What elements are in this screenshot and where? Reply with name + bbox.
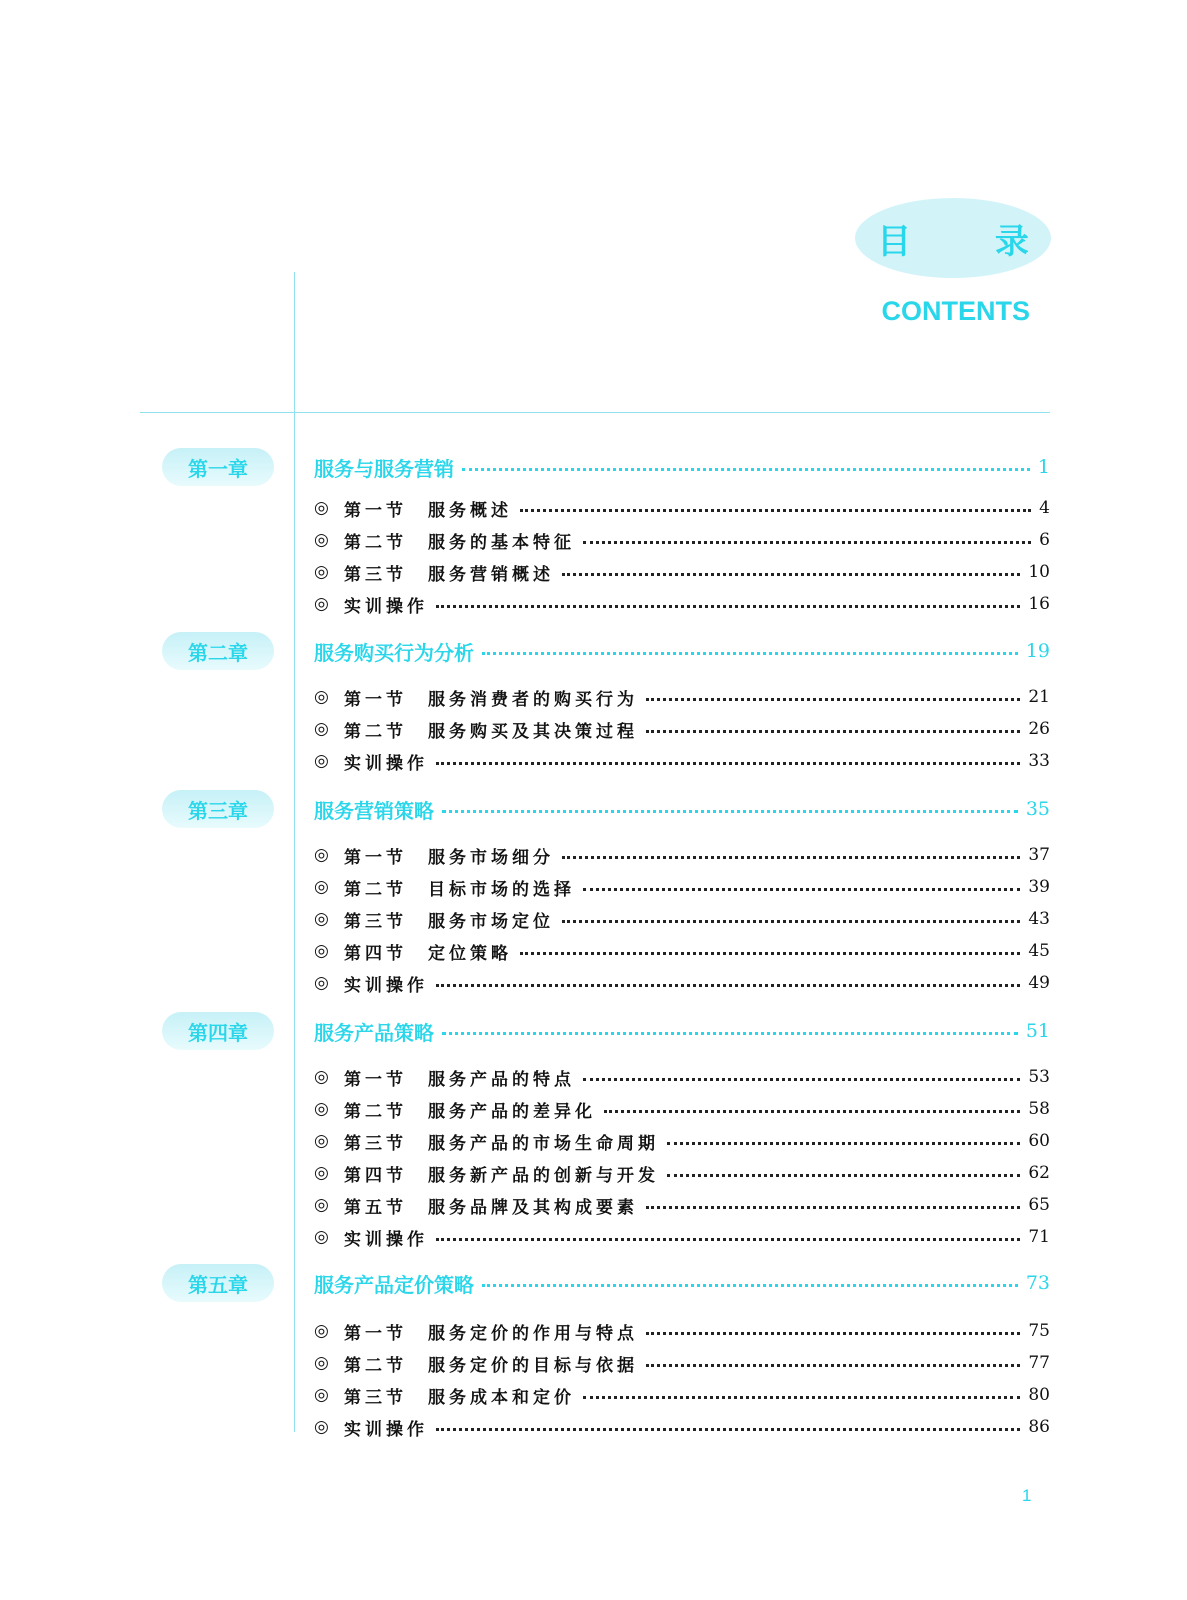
section-number: 第三节 [344,564,407,585]
dot-leader [462,468,1030,471]
dot-leader [667,1174,1020,1177]
section-title: 实训操作 [344,1229,428,1250]
chapter-entry[interactable] [314,452,1050,482]
section-page: 60 [1028,1131,1050,1151]
bullet-icon: ◎ [314,941,329,961]
section-number: 第二节 [344,532,407,553]
bullet-icon: ◎ [314,751,329,771]
section-entry[interactable] [314,1382,1050,1408]
section-title: 服务定价的目标与依据 [428,1355,638,1376]
dot-leader [583,888,1020,891]
section-entry[interactable] [314,970,1050,996]
section-page: 10 [1028,562,1050,582]
dot-leader [442,1032,1018,1035]
section-title: 目标市场的选择 [428,879,575,900]
section-entry[interactable] [314,1350,1050,1376]
section-page: 86 [1028,1417,1050,1437]
chapter-page: 1 [1037,456,1050,478]
section-entry[interactable] [314,1096,1050,1122]
section-number: 第一节 [344,1323,407,1344]
section-entry[interactable] [314,559,1050,585]
dot-leader [646,1364,1020,1367]
dot-leader [583,1078,1020,1081]
dot-leader [646,1206,1020,1209]
toc-title-badge [855,198,1065,278]
chapter-title: 服务与服务营销 [314,456,454,481]
section-entry[interactable] [314,684,1050,710]
section-title: 服务新产品的创新与开发 [428,1165,659,1186]
section-entry[interactable] [314,1224,1050,1250]
section-entry[interactable] [314,591,1050,617]
section-page: 77 [1028,1353,1050,1373]
chapter-page: 19 [1025,640,1050,662]
bullet-icon: ◎ [314,719,329,739]
bullet-icon: ◎ [314,1227,329,1247]
dot-leader [482,652,1018,655]
chapter-title: 服务产品策略 [314,1020,434,1045]
horizontal-divider [140,412,1050,413]
dot-leader [520,952,1020,955]
section-title: 服务的基本特征 [428,532,575,553]
bullet-icon: ◎ [314,530,329,550]
dot-leader [436,762,1020,765]
section-page: 37 [1028,845,1050,865]
section-entry[interactable] [314,1192,1050,1218]
dot-leader [583,1396,1020,1399]
dot-leader [667,1142,1020,1145]
bullet-icon: ◎ [314,1195,329,1215]
chapter-title: 服务产品定价策略 [314,1272,474,1297]
section-entry[interactable] [314,874,1050,900]
section-page: 45 [1028,941,1050,961]
section-entry[interactable] [314,1318,1050,1344]
section-page: 43 [1028,909,1050,929]
chapter-page: 73 [1025,1272,1050,1294]
dot-leader [646,698,1020,701]
chapter-tab: 第一章 [162,448,274,486]
section-number: 第一节 [344,1069,407,1090]
section-entry[interactable] [314,842,1050,868]
section-page: 49 [1028,973,1050,993]
dot-leader [646,730,1020,733]
section-number: 第四节 [344,1165,407,1186]
dot-leader [520,509,1031,512]
bullet-icon: ◎ [314,1067,329,1087]
dot-leader [442,810,1018,813]
section-title: 服务营销概述 [428,564,554,585]
chapter-tab: 第三章 [162,790,274,828]
bullet-icon: ◎ [314,498,329,518]
dot-leader [436,1428,1020,1431]
section-number: 第二节 [344,721,407,742]
section-number: 第四节 [344,943,407,964]
section-page: 71 [1028,1227,1050,1247]
dot-leader [436,984,1020,987]
dot-leader [436,605,1020,608]
chapter-title: 服务购买行为分析 [314,640,474,665]
section-entry[interactable] [314,748,1050,774]
section-page: 80 [1028,1385,1050,1405]
section-page: 58 [1028,1099,1050,1119]
section-entry[interactable] [314,1064,1050,1090]
chapter-page: 51 [1025,1020,1050,1042]
section-entry[interactable] [314,716,1050,742]
chapter-tab: 第五章 [162,1264,274,1302]
section-page: 26 [1028,719,1050,739]
section-entry[interactable] [314,1128,1050,1154]
section-page: 21 [1028,687,1050,707]
chapter-entry[interactable] [314,1268,1050,1298]
chapter-page: 35 [1025,798,1050,820]
toc-title-cn: 目 录 [877,221,1065,262]
section-page: 39 [1028,877,1050,897]
bullet-icon: ◎ [314,594,329,614]
bullet-icon: ◎ [314,1099,329,1119]
bullet-icon: ◎ [314,877,329,897]
chapter-entry[interactable] [314,794,1050,824]
dot-leader [562,920,1020,923]
section-number: 第三节 [344,911,407,932]
section-number: 第二节 [344,879,407,900]
page-number: 1 [1022,1486,1032,1505]
section-title: 服务产品的特点 [428,1069,575,1090]
bullet-icon: ◎ [314,845,329,865]
section-entry[interactable] [314,938,1050,964]
toc-title-en: CONTENTS [881,296,1030,326]
section-title: 服务产品的市场生命周期 [428,1133,659,1154]
section-number: 第一节 [344,847,407,868]
dot-leader [604,1110,1020,1113]
section-title: 服务产品的差异化 [428,1101,596,1122]
dot-leader [436,1238,1020,1241]
section-number: 第二节 [344,1101,407,1122]
chapter-title: 服务营销策略 [314,798,434,823]
chapter-tab: 第四章 [162,1012,274,1050]
bullet-icon: ◎ [314,687,329,707]
section-title: 实训操作 [344,975,428,996]
section-page: 75 [1028,1321,1050,1341]
section-title: 定位策略 [428,943,512,964]
bullet-icon: ◎ [314,1321,329,1341]
section-number: 第一节 [344,500,407,521]
bullet-icon: ◎ [314,562,329,582]
section-entry[interactable] [314,495,1050,521]
section-page: 6 [1039,530,1050,550]
section-page: 4 [1039,498,1050,518]
vertical-divider [294,272,295,1432]
bullet-icon: ◎ [314,1163,329,1183]
section-title: 服务概述 [428,500,512,521]
dot-leader [646,1332,1020,1335]
section-page: 53 [1028,1067,1050,1087]
chapter-tab: 第二章 [162,632,274,670]
bullet-icon: ◎ [314,973,329,993]
section-page: 65 [1028,1195,1050,1215]
section-title: 实训操作 [344,1419,428,1440]
section-title: 服务市场定位 [428,911,554,932]
section-title: 服务成本和定价 [428,1387,575,1408]
dot-leader [583,541,1031,544]
dot-leader [562,856,1020,859]
section-title: 服务消费者的购买行为 [428,689,638,710]
section-entry[interactable] [314,1160,1050,1186]
dot-leader [562,573,1020,576]
section-entry[interactable] [314,527,1050,553]
section-number: 第三节 [344,1133,407,1154]
section-number: 第二节 [344,1355,407,1376]
section-title: 服务定价的作用与特点 [428,1323,638,1344]
section-entry[interactable] [314,1414,1050,1440]
chapter-entry[interactable] [314,636,1050,666]
bullet-icon: ◎ [314,1417,329,1437]
section-title: 实训操作 [344,596,428,617]
bullet-icon: ◎ [314,909,329,929]
bullet-icon: ◎ [314,1385,329,1405]
section-entry[interactable] [314,906,1050,932]
section-page: 16 [1028,594,1050,614]
bullet-icon: ◎ [314,1353,329,1373]
section-page: 62 [1028,1163,1050,1183]
section-title: 服务市场细分 [428,847,554,868]
bullet-icon: ◎ [314,1131,329,1151]
chapter-entry[interactable] [314,1016,1050,1046]
section-number: 第五节 [344,1197,407,1218]
section-number: 第三节 [344,1387,407,1408]
section-title: 服务品牌及其构成要素 [428,1197,638,1218]
section-title: 实训操作 [344,753,428,774]
dot-leader [482,1284,1018,1287]
section-page: 33 [1028,751,1050,771]
section-title: 服务购买及其决策过程 [428,721,638,742]
section-number: 第一节 [344,689,407,710]
